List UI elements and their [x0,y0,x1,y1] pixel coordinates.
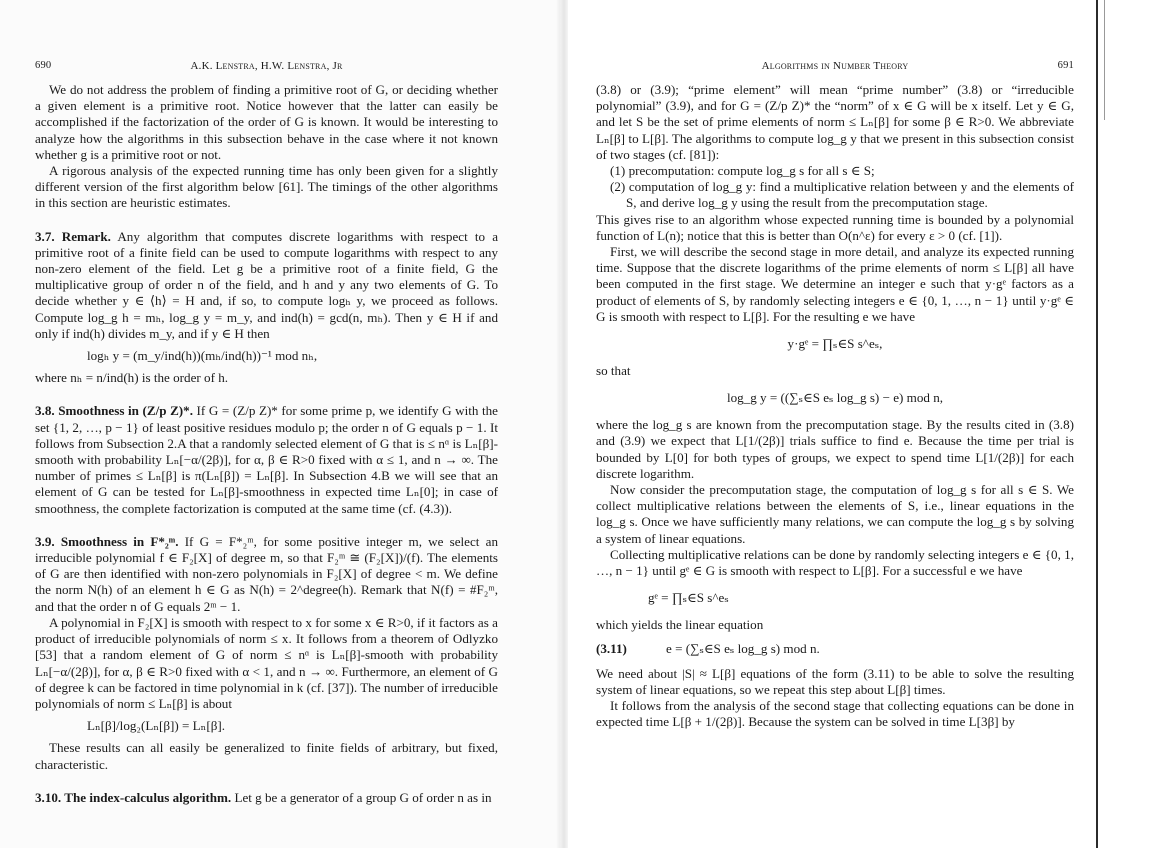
paragraph-collecting-relations: Collecting multiplicative relations can be done by randomly selecting integers e ∈ {0, 1, …, n − 1} until gᵉ ∈ G is smooth with respect to L[β]. For a successful e we have [596,546,1074,579]
equation-3-11-formula: e = (∑ₛ∈S eₛ log_g s) mod n. [666,641,820,657]
stage-item-computation [596,179,1074,211]
left-page-number: 690 [35,60,52,71]
left-page [0,0,560,848]
stage-item-1-text: precomputation: compute log_g s for all s ∈ S; [628,163,875,179]
display-formula-log-h: logₕ y = (m_y/ind(h))(mₕ/ind(h))⁻¹ mod nₕ, [87,348,318,364]
paragraph-number-of-equations: We need about |S| ≈ L[β] equations of the form (3.11) to be able to solve the resulting system of linear equations, so we repeat this step about L[β] times. [596,665,1074,697]
paragraph-prime-elements: (3.8) or (3.9); “prime element” will mean “prime number” (3.8) or “irreducible polynomial” (3.9), and for G = (Z/p Z)* the “norm” of x ∈ G will be x itself. Let y ∈ G, and let S be the set of prime elements of norm ≤ Lₙ[β] for some β ∈ R>0. We abbreviate Lₙ[β] to L[β]. The algorithms to compute log_g y that we present in this subsection consist of two stages (cf. [81]): [596,82,1074,162]
section-3-8 [35,403,498,516]
paragraph-running-time-bound: This gives rise to an algorithm whose expected running time is bounded by a polynomial function of L(n); notice that this is better than O(n^ε) for every ε > 0 (cf. [1]). [596,211,1074,243]
stage-item-precomputation [596,163,1074,179]
stage-item-2-text: computation of log_g y: find a multiplicative relation between y and the elements of S, and derive log_g y using the result from the precomputation stage. [626,179,1074,211]
section-3-8-heading: 3.8. Smoothness in (Z/p Z)*. [35,403,193,419]
paragraph-precomputation-stage: Now consider the precomputation stage, the computation of log_g s for all s ∈ S. We collect multiplicative relations between the elements of S, i.e., linear equations in the log_g s. Once we have sufficiently many relations, we can compute the log_g s by solving a system of linear equations. [596,482,1074,546]
section-3-9-body: If G = F*₂ᵐ, for some positive integer m, we select an irreducible polynomial f ∈ F₂[X] of degree m, so that F₂ᵐ ≅ (F₂[X])/(f). The elements of G are then identified with non-zero polynomials in F₂[X] of degree < m. We define the norm N(h) of an element h ∈ G as N(h) = 2^degree(h). Remark that N(f) = #F₂ᵐ, and that the order n of G equals 2ᵐ − 1. [35,533,498,614]
section-3-9-heading: 3.9. Smoothness in F*₂ᵐ. [35,533,179,549]
paragraph-expected-time: It follows from the analysis of the second stage that collecting equations can be done in expected time L[β + 1/(2β)]. Because the system can be solved in time L[3β] by [596,698,1074,730]
section-3-9 [35,534,498,615]
page-edge-line [1096,0,1098,848]
section-3-7-heading: 3.7. Remark. [35,228,111,244]
paragraph-generalization: These results can all easily be generalized to finite fields of arbitrary, but fixed, characteristic. [35,740,498,772]
section-3-7-body: Any algorithm that computes discrete logarithms with respect to a primitive root of a finite field can be used to compute logarithms with respect to any non-zero element of the field. Let g be a primitive root of a finite field, G the multiplicative group of order n of the field, and h and y any two elements of G. To decide whether y ∈ ⟨h⟩ = H and, if so, to compute logₕ y, we proceed as follows. Compute log_g h = mₕ, log_g y = m_y, and ind(h) = gcd(n, mₕ). Then y ∈ H if and only if ind(h) divides m_y, and if y ∈ H then [35,228,498,341]
left-page-content [35,58,498,806]
paragraph-linear-equation-intro: which yields the linear equation [596,617,764,633]
paragraph-order-of-h: where nₕ = n/ind(h) is the order of h. [35,370,229,386]
paragraph-rigorous-analysis: A rigorous analysis of the expected running time has only been given for a slightly different version of the first algorithm below [61]. The timings of the other algorithms in this section are heuristic estimates. [35,163,498,211]
section-3-8-body: If G = (Z/p Z)* for some prime p, we identify G with the set {1, 2, …, p − 1} of least positive residues modulo p; the order n of G equals p − 1. It follows from Subsection 2.A that a randomly selected element of G that is ≤ nᵅ is Lₙ[β]-smooth with probability Lₙ[−α/(2β)], for α, β ∈ R>0 fixed with α ≤ 1, and n → ∞. The number of primes ≤ Lₙ[β] is π(Lₙ[β]) = Lₙ[β]. In Subsection 4.B we will see that an element of G can be tested for Lₙ[β]-smoothness in expected time Lₙ[0]; in case of smoothness, the complete factorization is computed at the same time (cf. (4.3)). [35,403,498,516]
display-formula-log-g-y: log_g y = ((∑ₛ∈S eₛ log_g s) − e) mod n, [726,390,944,406]
stage-item-2-number: (2) [610,179,626,195]
stage-list [596,163,1074,212]
right-page-number: 691 [1057,60,1074,71]
display-formula-g-e: gᵉ = ∏ₛ∈S s^eₛ [648,590,729,606]
left-running-head [35,58,498,74]
left-running-title: A.K. Lenstra, H.W. Lenstra, Jr [190,60,343,72]
right-page-content [596,58,1074,731]
page-edge-line-secondary [1104,0,1105,120]
display-formula-irreducible-count: Lₙ[β]/log₂(Lₙ[β]) = Lₙ[β]. [87,718,225,734]
right-running-title: Algorithms in Number Theory [761,60,909,72]
right-page [568,0,1170,848]
section-3-10 [35,790,498,806]
paragraph-known-logs: where the log_g s are known from the precomputation stage. By the results cited in (3.8) and (3.9) we expect that L[1/(2β)] trials suffice to find e. Because the time per trial is bounded by L[0] for both types of groups, we expect to spend time L[1/(2β)] for each discrete logarithm. [596,417,1074,481]
stage-item-1-number: (1) [610,163,626,179]
paragraph-primitive-root: We do not address the problem of finding a primitive root of G, or deciding whether a given element is a primitive root. Notice however that the latter can easily be accomplished if the factorization of the order of G is known. It would be interesting to analyze how the algorithms in this subsection behave in the case where it not known whether g is a primitive root or not. [35,82,498,162]
right-running-head [596,58,1074,74]
section-3-7 [35,229,498,342]
equation-3-11-number: (3.11) [596,641,627,657]
paragraph-second-stage: First, we will describe the second stage in more detail, and analyze its expected running time. Suppose that the discrete logarithms of the prime elements of norm ≤ L[β] all have been computed in the first stage. We determine an integer e such that y·gᵉ factors as a product of elements of S, by randomly selecting integers e ∈ {0, 1, …, n − 1} until y·gᵉ ∈ G is smooth with respect to L[β]. For the resulting e we have [596,244,1074,324]
equation-3-11 [596,641,1074,657]
display-formula-product: y·gᵉ = ∏ₛ∈S s^eₛ, [787,336,883,352]
paragraph-so-that: so that [596,363,631,379]
section-3-10-heading: 3.10. The index-calculus algorithm. [35,789,232,805]
paragraph-smooth-polynomial: A polynomial in F₂[X] is smooth with respect to x for some x ∈ R>0, if it factors as a product of irreducible polynomials of norm ≤ x. It follows from a theorem of Odlyzko [53] that a random element of G of norm ≤ nᵅ is Lₙ[β]-smooth with probability Lₙ[−α/(2β)], for α, β ∈ R>0 fixed with α < 1, and n → ∞. Furthermore, an element of G of degree k can be factored in time polynomial in k (cf. [37]). The number of irreducible polynomials of norm ≤ Lₙ[β] is about [35,614,498,711]
section-3-10-body: Let g be a generator of a group G of order n as in [231,789,492,805]
